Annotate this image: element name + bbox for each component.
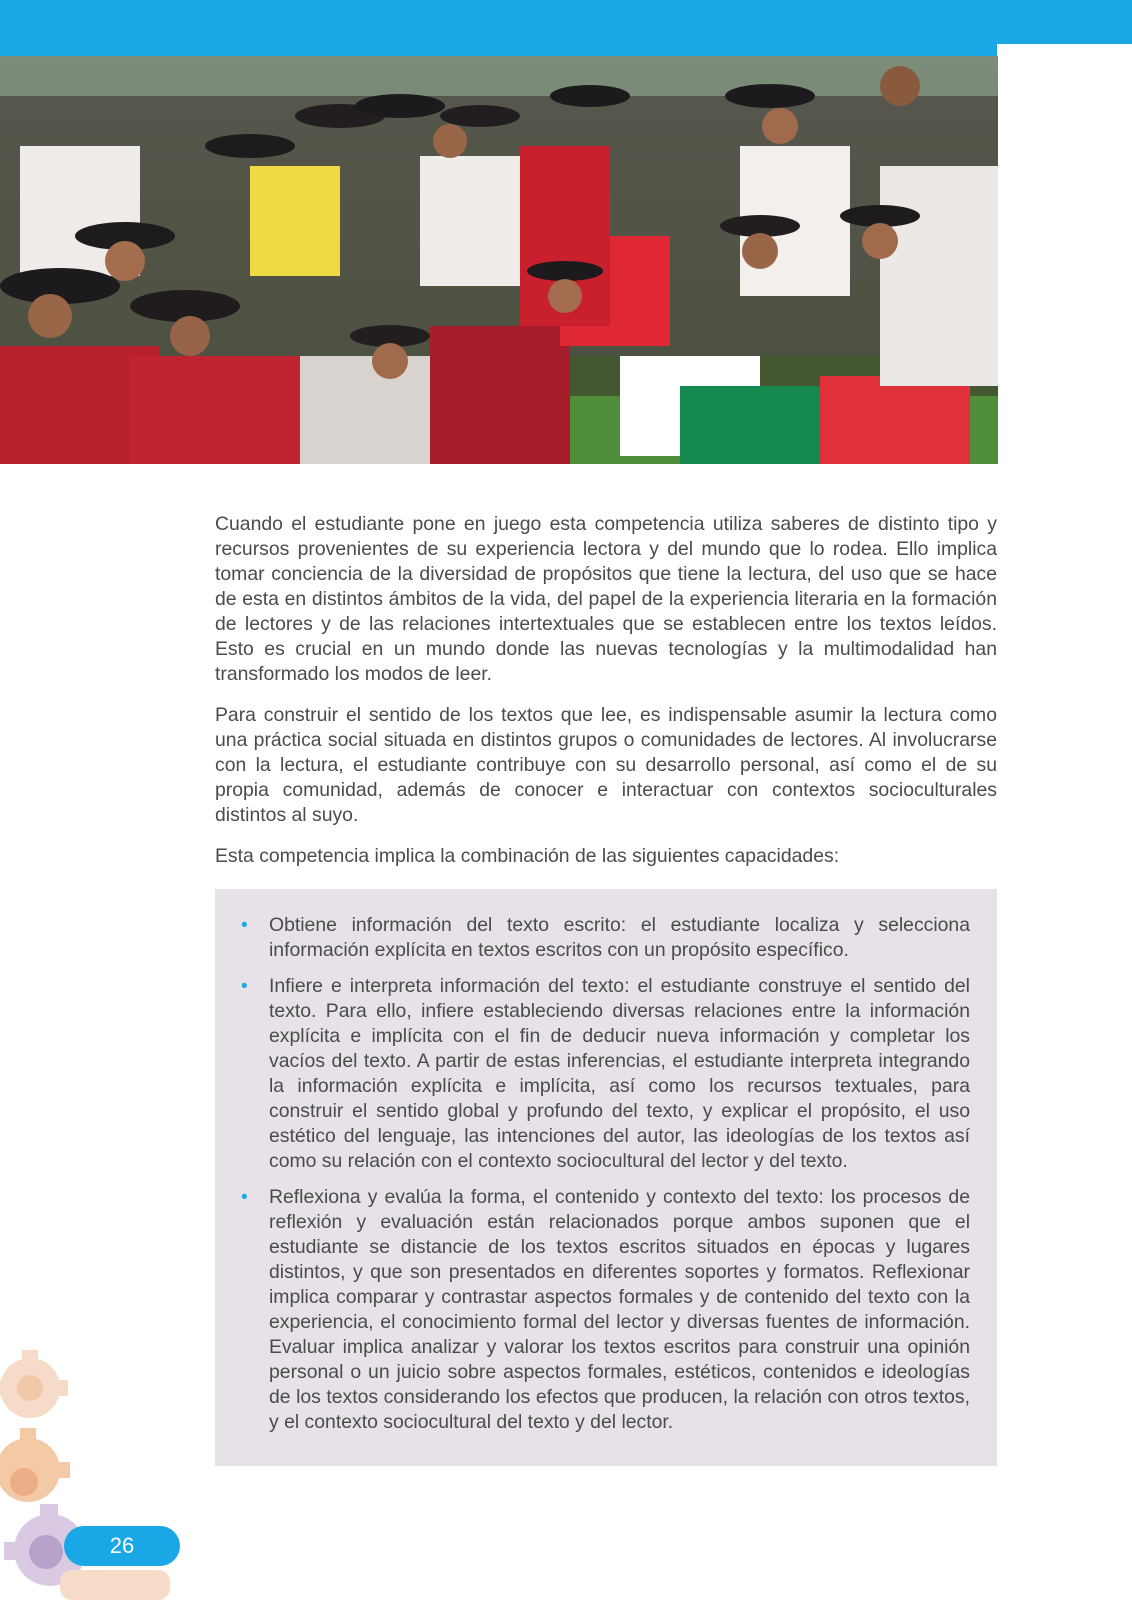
bullet-icon: • <box>241 1187 248 1208</box>
header-band <box>0 0 1132 62</box>
community-photo <box>0 56 998 464</box>
capacity-text: Infiere e interpreta información del texto: el estudiante construye el sentido del texto. Para ello, infiere estableciendo diversas relaciones entre la información explícita e implícita con el fin de deducir nueva información y completar los vacíos del texto. A partir de estas inferencias, el estudiante interpreta integrando la información explícita e implícita, así como los recursos textuales, para construir el sentido global y profundo del texto, y explicar el propósito, el uso estético del lenguaje, las intenciones del autor, las ideologías de los textos así como su relación con el contexto sociocultural del lector y del texto. <box>269 975 970 1172</box>
body-paragraph: Cuando el estudiante pone en juego esta competencia utiliza saberes de distinto tipo y recursos provenientes de su experiencia lectora y del mundo que lo rodea. Ello implica tomar conciencia de la diversidad de propósitos que tiene la lectura, del uso que se hace de esta en distintos ámbitos de la vida, del papel de la experiencia literaria en la formación de lectores y de las relaciones intertextuales que se establecen entre los textos leídos. Esto es crucial en un mundo donde las nuevas tecnologías y la multimodalidad han transformado los modos de leer. <box>215 513 997 685</box>
capacities-box <box>215 889 997 1466</box>
body-text <box>215 512 997 885</box>
capacity-item <box>239 913 970 963</box>
page-number: 26 <box>64 1526 180 1566</box>
capacity-text: Reflexiona y evalúa la forma, el contenido y contexto del texto: los procesos de reflexión y evaluación están relacionados porque ambos suponen que el estudiante se distancie de los textos escritos situados en épocas y lugares distintos, y que son presentados en diferentes soportes y formatos. Reflexionar implica comparar y contrastar aspectos formales y de contenido del texto con la experiencia, el conocimiento formal del lector y diversas fuentes de información. Evaluar implica analizar y valorar los textos escritos para construir una opinión personal o un juicio sobre aspectos formales, estéticos, contenidos e ideologías de los textos considerando los efectos que producen, la relación con otros textos, y el contexto sociocultural del texto y del lector. <box>269 1186 970 1433</box>
capacities-list <box>239 913 970 1435</box>
capacity-text: Obtiene información del texto escrito: el estudiante localiza y selecciona información explícita en textos escritos con un propósito específico. <box>269 914 970 961</box>
header-band-notch <box>997 44 1132 84</box>
capacity-item <box>239 974 970 1174</box>
bullet-icon: • <box>241 976 248 997</box>
bullet-icon: • <box>241 915 248 936</box>
capacity-item <box>239 1185 970 1435</box>
body-paragraph: Para construir el sentido de los textos que lee, es indispensable asumir la lectura como una práctica social situada en distintos grupos o comunidades de lectores. Al involucrarse con la lectura, el estudiante contribuye con su desarrollo personal, así como el de su propia comunidad, además de conocer e interactuar con contextos socioculturales distintos al suyo. <box>215 704 997 826</box>
body-paragraph: Esta competencia implica la combinación de las siguientes capacidades: <box>215 845 840 867</box>
